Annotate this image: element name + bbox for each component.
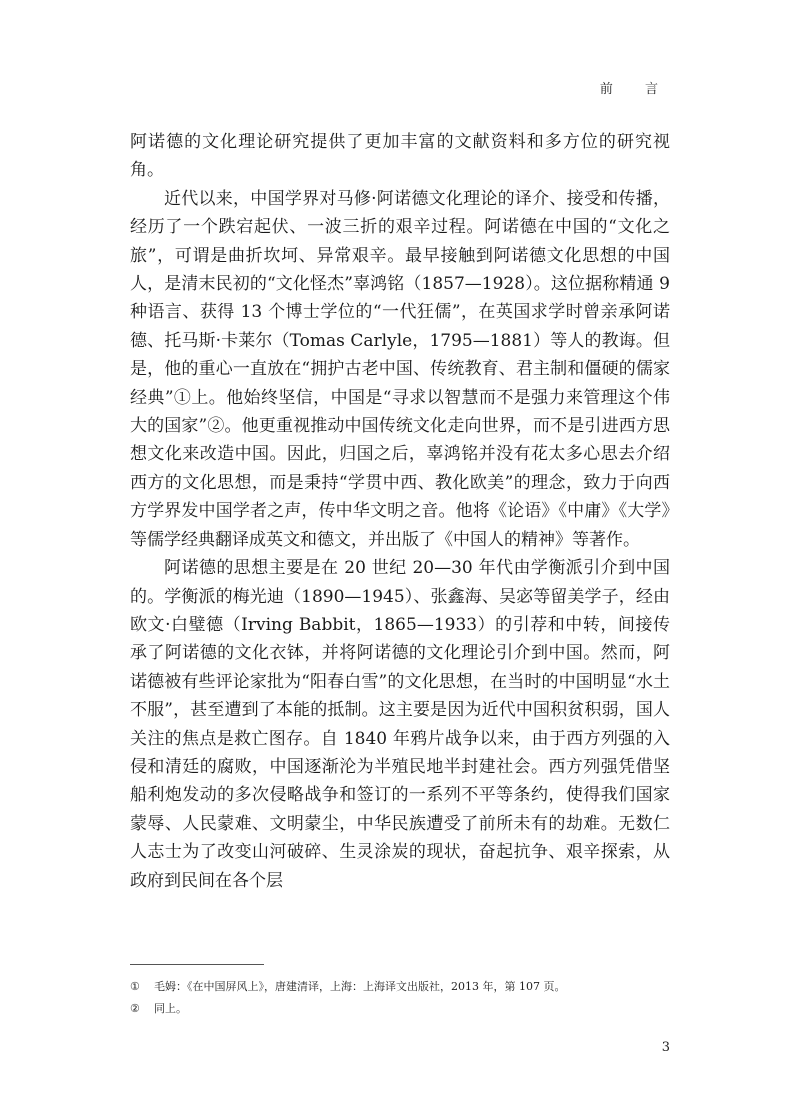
body-text xyxy=(130,128,670,895)
footnote-2 xyxy=(130,998,670,1020)
footnote-text: 同上。 xyxy=(154,1002,187,1015)
footnote-1 xyxy=(130,976,670,998)
footnote-mark: ② xyxy=(130,1002,140,1015)
paragraph-gu-hongming: 近代以来，中国学界对马修·阿诺德文化理论的译介、接受和传播，经历了一个跌宕起伏、一波三折的艰辛过程。阿诺德在中国的“文化之旅”，可谓是曲折坎坷、异常艰辛。最早接触到阿诺德文化思想的中国人，是清末民初的“文化怪杰”辜鸿铭（1857—1928）。这位据称精通 9 种语言、获得 13 个博士学位的“一代狂儒”，在英国求学时曾亲承阿诺德、托马斯·卡莱尔（Tomas Carlyle，1795—1881）等人的教诲。但是，他的重心一直放在“拥护古老中国、传统教育、君主制和僵硬的儒家经典”①上。他始终坚信，中国是“寻求以智慧而不是强力来管理这个伟大的国家”②。他更重视推动中国传统文化走向世界，而不是引进西方思想文化来改造中国。因此，归国之后，辜鸿铭并没有花太多心思去介绍西方的文化思想，而是秉持“学贯中西、教化欧美”的理念，致力于向西方学界发中国学者之声，传中华文明之音。他将《论语》《中庸》《大学》等儒学经典翻译成英文和德文，并出版了《中国人的精神》等著作。 xyxy=(130,188,670,550)
footnote-text: 毛姆：《在中国屏风上》，唐建清译，上海：上海译文出版社，2013 年，第 107 页。 xyxy=(154,980,566,993)
paragraph-xueheng-school: 阿诺德的思想主要是在 20 世纪 20—30 年代由学衡派引介到中国的。学衡派的梅光迪（1890—1945）、张鑫海、吴宓等留美学子，经由欧文·白璧德（Irving Babbit，1865—1933）的引荐和中转，间接传承了阿诺德的文化衣钵，并将阿诺德的文化理论引介到中国。然而，阿诺德被有些评论家批为“阳春白雪”的文化思想，在当时的中国明显“水土不服”，甚至遭到了本能的抵制。这主要是因为近代中国积贫积弱，国人关注的焦点是救亡图存。自 1840 年鸦片战争以来，由于西方列强的入侵和清廷的腐败，中国逐渐沦为半殖民地半封建社会。西方列强凭借坚船利炮发动的多次侵略战争和签订的一系列不平等条约，使得我们国家蒙辱、人民蒙难、文明蒙尘，中华民族遭受了前所未有的劫难。无数仁人志士为了改变山河破碎、生灵涂炭的现状，奋起抗争、艰辛探索，从政府到民间在各个层 xyxy=(130,558,670,891)
paragraph-continuation: 阿诺德的文化理论研究提供了更加丰富的文献资料和多方位的研究视角。 xyxy=(130,132,670,181)
page-number: 3 xyxy=(661,1040,670,1055)
running-head: 前 言 xyxy=(599,82,672,97)
footnote-mark: ① xyxy=(130,980,140,993)
footnote-separator xyxy=(130,964,264,965)
footnotes xyxy=(130,976,670,1020)
